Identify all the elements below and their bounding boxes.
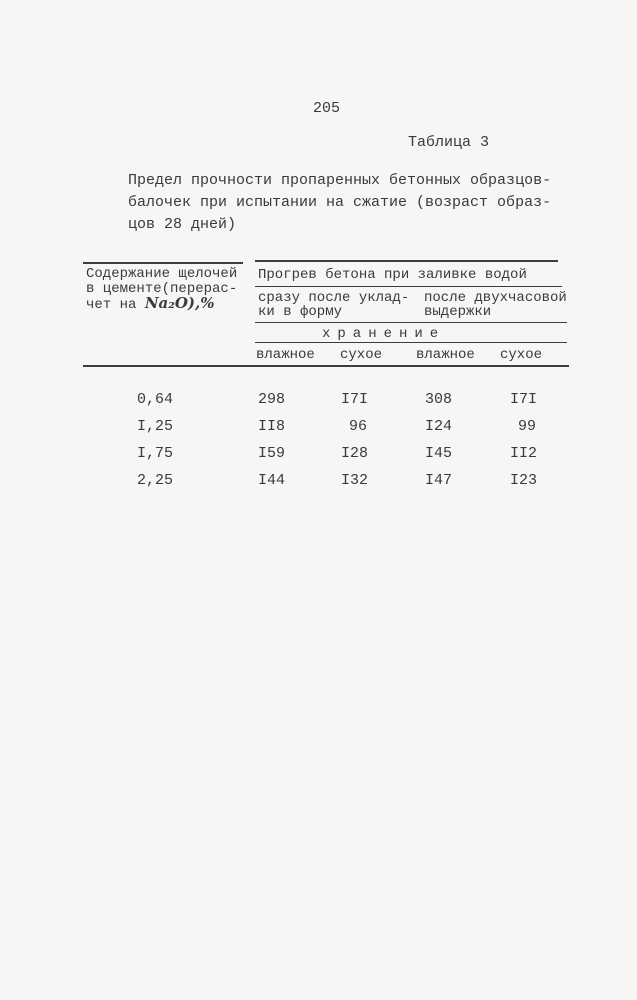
storage-col-header: сухое [340, 347, 383, 363]
value-cell: I59 [258, 445, 286, 462]
table-top-rule-left [83, 262, 243, 264]
value-cell: I32 [341, 472, 369, 489]
col1-header-line [86, 296, 214, 312]
value-cell: I7I [510, 391, 538, 408]
col1-header-line: Содержание щелочей [86, 266, 238, 282]
value-cell: I7I [341, 391, 369, 408]
alkali-cell: I,75 [137, 445, 174, 462]
alkali-cell: I,25 [137, 418, 174, 435]
value-cell: I24 [425, 418, 453, 435]
caption-line: балочек при испытании на сжатие (возраст образ- [128, 194, 552, 211]
value-cell: I23 [510, 472, 538, 489]
subheader-immediate-line: сразу после уклад- [258, 290, 410, 306]
group-rule [255, 286, 562, 287]
table-caption [128, 170, 552, 236]
page-number: 205 [313, 100, 341, 117]
subgroup-rule [255, 322, 567, 323]
value-cell: 99 [518, 418, 537, 435]
header-bottom-rule [83, 365, 569, 367]
storage-col-header: влажное [416, 347, 475, 363]
storage-col-header: сухое [500, 347, 543, 363]
storage-rule [255, 342, 567, 343]
value-cell: II2 [510, 445, 538, 462]
value-cell: I45 [425, 445, 453, 462]
alkali-cell: 2,25 [137, 472, 174, 489]
table-label: Таблица 3 [408, 134, 490, 151]
col1-header-text: чет на [86, 297, 145, 313]
alkali-cell: 0,64 [137, 391, 174, 408]
subheader-immediate-line: ки в форму [258, 304, 343, 320]
subheader-delay-line: выдержки [424, 304, 492, 320]
value-cell: I47 [425, 472, 453, 489]
value-cell: II8 [258, 418, 286, 435]
value-cell: I28 [341, 445, 369, 462]
value-cell: I44 [258, 472, 286, 489]
caption-line: цов 28 дней) [128, 216, 237, 233]
col1-header-line: в цементе(перерас- [86, 281, 238, 297]
value-cell: 308 [425, 391, 453, 408]
storage-header: хранение [322, 326, 446, 342]
group-header: Прогрев бетона при заливке водой [258, 267, 527, 283]
caption-line: Предел прочности пропаренных бетонных образцов- [128, 172, 552, 189]
value-cell: 298 [258, 391, 286, 408]
storage-col-header: влажное [256, 347, 315, 363]
table-top-rule-right [255, 260, 558, 262]
value-cell: 96 [349, 418, 368, 435]
na2o-formula: Na₂O),% [144, 294, 215, 312]
subheader-delay-line: после двухчасовой [424, 290, 567, 306]
